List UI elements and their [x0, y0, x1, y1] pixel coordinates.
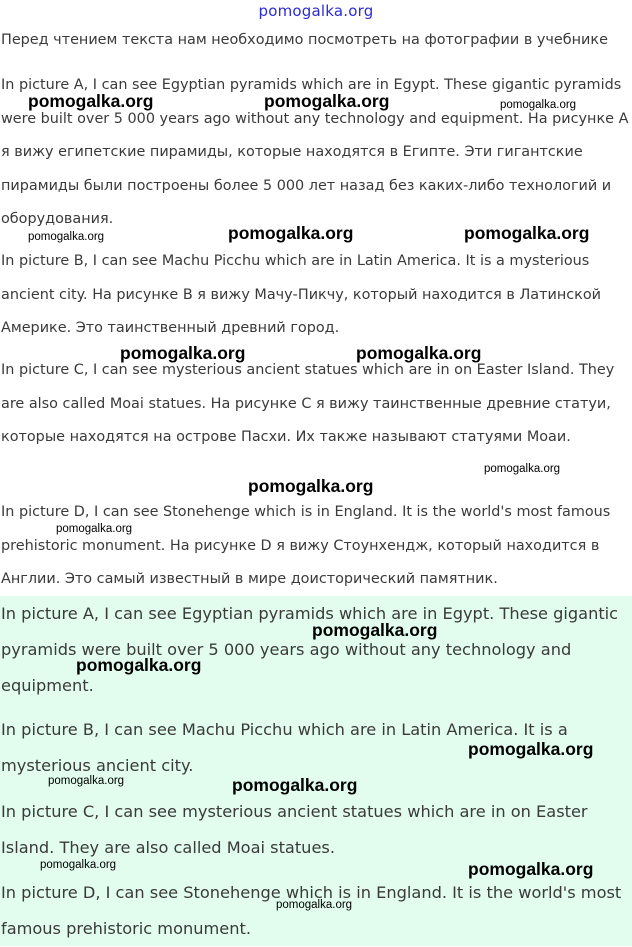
- watermark: pomogalka.org: [276, 899, 353, 911]
- watermark: pomogalka.org: [468, 859, 594, 879]
- watermark: pomogalka.org: [28, 91, 154, 111]
- paragraph-picture-c: In picture C, I can see mysterious ancient statues which are in on Easter Island. They are also called Moai statues. На рисунке С я вижу таинственные древние статуи, которые находятся на острове Пасхи. Их также называют статуями Моаи.: [1, 362, 615, 445]
- paragraph-picture-d: In picture D, I can see Stonehenge which is in England. It is the world's most famous prehistoric monument. На рисунке D я вижу Стоунхендж, который находится в Англии. Это самый известный в мире доисторический памятник.: [1, 504, 611, 587]
- intro-text: Перед чтением текста нам необходимо посмотреть на фотографии в учебнике: [1, 32, 608, 48]
- watermark: pomogalka.org: [40, 859, 117, 871]
- watermark: pomogalka.org: [312, 620, 438, 640]
- watermark: pomogalka.org: [120, 343, 246, 363]
- watermark: pomogalka.org: [464, 223, 590, 243]
- watermark: pomogalka.org: [356, 343, 482, 363]
- answer-picture-c: In picture C, I can see mysterious ancient statues which are in on Easter Island. They are also called Moai statues.: [1, 802, 588, 857]
- watermark: pomogalka.org: [500, 99, 577, 111]
- watermark: pomogalka.org: [248, 476, 374, 496]
- watermark: pomogalka.org: [56, 523, 133, 535]
- watermark: pomogalka.org: [48, 775, 125, 787]
- site-watermark-header: pomogalka.org: [258, 2, 374, 20]
- watermark: pomogalka.org: [76, 655, 202, 675]
- watermark: pomogalka.org: [28, 231, 105, 243]
- answer-picture-a: In picture A, I can see Egyptian pyramids which are in Egypt. These gigantic pyramids were built over 5 000 years ago without any technology and equipment.: [1, 604, 619, 695]
- watermark: pomogalka.org: [468, 739, 594, 759]
- answer-picture-d: In picture D, I can see Stonehenge which is in England. It is the world's most famous prehistoric monument.: [1, 883, 622, 938]
- watermark: pomogalka.org: [228, 223, 354, 243]
- watermark: pomogalka.org: [484, 463, 561, 475]
- answer-picture-b: In picture B, I can see Machu Picchu which are in Latin America. It is a mysterious ancient city.: [1, 720, 568, 775]
- paragraph-picture-a: In picture A, I can see Egyptian pyramids which are in Egypt. These gigantic pyramids were built over 5 000 years ago without any technology and equipment. На рисунке А я вижу египетские пирамиды, которые находятся в Египте. Эти гигантские пирамиды были построены более 5 000 лет назад без каких-либо технологий и оборудования.: [1, 77, 629, 227]
- paragraph-picture-b: In picture B, I can see Machu Picchu which are in Latin America. It is a mysterious ancient city. На рисунке В я вижу Мачу-Пикчу, который находится в Латинской Америке. Это таинственный древний город.: [1, 253, 601, 336]
- watermark: pomogalka.org: [232, 775, 358, 795]
- watermark: pomogalka.org: [264, 91, 390, 111]
